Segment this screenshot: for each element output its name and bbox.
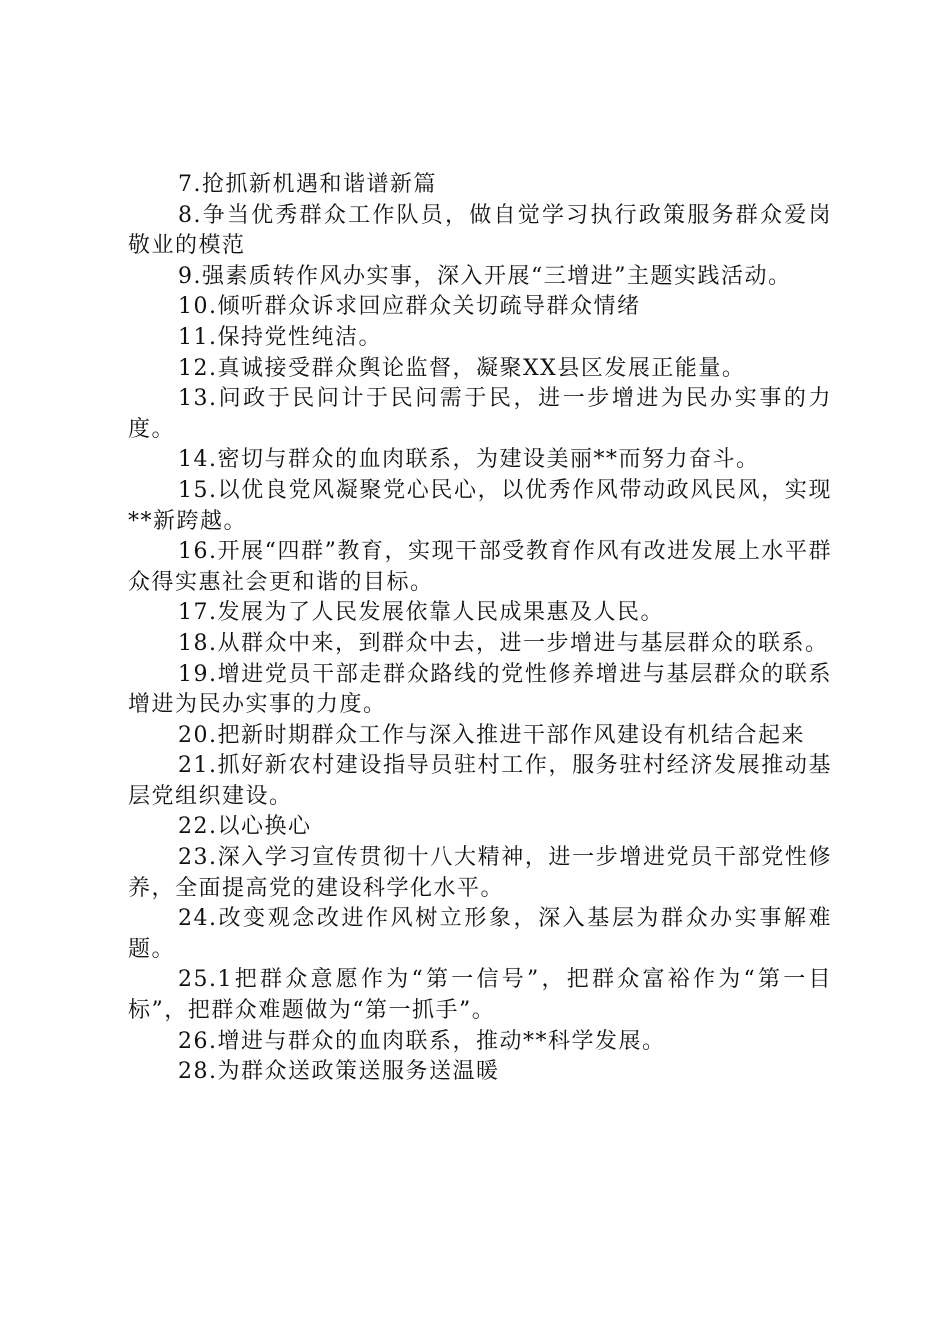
list-item: 13.问政于民问计于民问需于民，进一步增进为民办实事的力度。 [128,386,832,442]
list-item: 14.密切与群众的血肉联系，为建设美丽**而努力奋斗。 [178,447,760,473]
list-item: 9.强素质转作风办实事，深入开展“三增进”主题实践活动。 [178,263,792,289]
list-item: 26.增进与群众的血肉联系，推动**科学发展。 [178,1028,666,1054]
list-item: 8.争当优秀群众工作队员，做自觉学习执行政策服务群众爱岗敬业的模范 [128,202,832,259]
list-item: 23.深入学习宣传贯彻十八大精神，进一步增进党员干部党性修养，全面提高党的建设科学化水平。 [128,845,832,901]
list-item: 20.把新时期群众工作与深入推进干部作风建设有机结合起来 [178,722,805,748]
list-item: 24.改变观念改进作风树立形象，深入基层为群众办实事解难题。 [128,906,832,962]
list-item: 28.为群众送政策送服务送温暖 [178,1059,500,1085]
list-item: 19.增进党员干部走群众路线的党性修养增进与基层群众的联系增进为民办实事的力度。 [128,661,832,718]
list-item: 25.1把群众意愿作为“第一信号”，把群众富裕作为“第一目标”，把群众难题做为“第一抓手”。 [128,967,832,1024]
list-item: 17.发展为了人民发展依靠人民成果惠及人民。 [178,600,664,626]
list-item: 11.保持党性纯洁。 [178,324,382,350]
document-body [128,170,832,1088]
list-item: 22.以心换心 [178,814,312,840]
list-item: 15.以优良党风凝聚党心民心，以优秀作风带动政风民风，实现**新跨越。 [128,477,832,534]
list-item: 16.开展“四群”教育，实现干部受教育作风有改进发展上水平群众得实惠社会更和谐的目标。 [128,539,832,595]
list-item: 7.抢抓新机遇和谐谱新篇 [178,172,437,197]
list-item: 12.真诚接受群众舆论监督，凝聚XX县区发展正能量。 [178,355,746,381]
list-item: 10.倾听群众诉求回应群众关切疏导群众情绪 [178,294,641,320]
list-item: 21.抓好新农村建设指导员驻村工作，服务驻村经济发展推动基层党组织建设。 [128,753,832,809]
list-item: 18.从群众中来，到群众中去，进一步增进与基层群众的联系。 [178,630,829,656]
